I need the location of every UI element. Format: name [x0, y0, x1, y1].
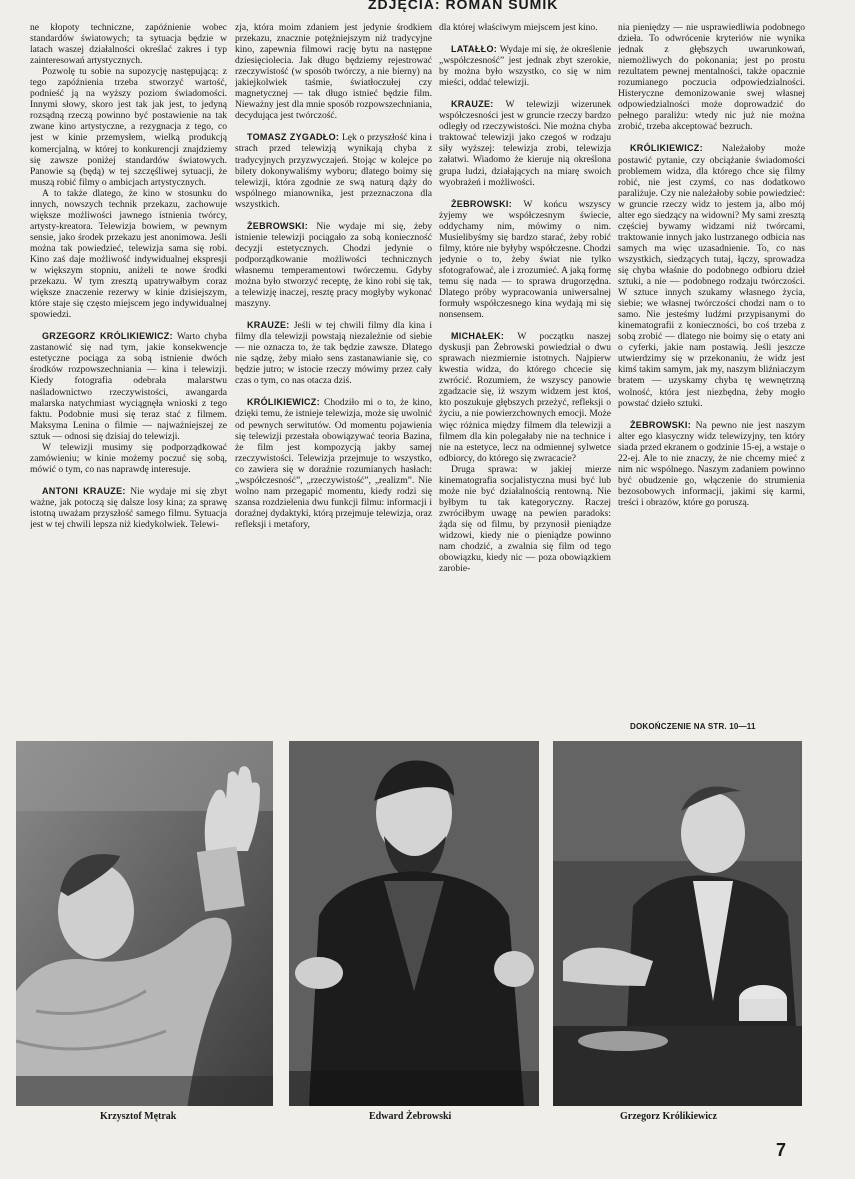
paragraph: zja, która moim zdaniem jest jedynie środkiem przekazu, znacznie potężniejszym niż tradycyjne kino, zapewnia filmowi rację bytu na następne dziesięciolecia. Jak długo będziemy rejestrować rzeczywistość (w sposób twórczy, a nie bierny) na jakiejkolwiek taśmie, światłoczułej czy magnetycznej — tak długo istnieć będzie film. Nieważny jest dla mnie sposób rozpowszechniania, decydująca jest twórczość. [235, 22, 432, 122]
photo-caption: Krzysztof Mętrak [100, 1111, 177, 1122]
continuation-note: DOKOŃCZENIE NA STR. 10—11 [630, 722, 756, 731]
portrait-photo-krolikiewicz [553, 741, 802, 1106]
speaker-name: KRÓLIKIEWICZ: [630, 143, 703, 154]
photo-caption: Grzegorz Królikiewicz [620, 1111, 717, 1122]
paragraph: Nie wydaje mi się, żeby istnienie telewizji pociągało za sobą konieczność decyzji estetycznych. Chodzi jedynie o podporządkowanie możliwości technicznych własnemu temperamentowi twórczemu. Gdyby można było stworzyć receptę, że kino robi się tak, a telewizję inaczej, resztę pracy mogłyby wykonać maszyny. [235, 220, 432, 310]
speaker-name: ŻEBROWSKI: [630, 419, 691, 430]
speaker-name: GRZEGORZ KRÓLIKIEWICZ: [42, 331, 173, 342]
paragraph: A to także dlatego, że kino w stosunku do innych, nowszych technik przekazu, zachowuje większe możliwości jawnego istnienia twórcy, artysty-kreatora. Telewizja bowiem, w pewnym sensie, jako środek przekazu jest anonimowa. Jeśli można tak powiedzieć, telewizja sama się robi. Kino zaś daje możliwość indywidualnej ekspresji w większym stopniu, aniżeli te nowe środki przekazu. W tym zresztą upatrywałbym coraz większe znaczenie rezerwy w kinie dzisiejszym, które staje się często miejscem jego indywidualnej spowiedzi. [30, 187, 227, 321]
speaker-name: TOMASZ ZYGADŁO: [247, 132, 340, 143]
speaker-name: KRÓLIKIEWICZ: [247, 397, 320, 408]
paragraph: W telewizji musimy się podporządkować zamówieniu; w kinie możemy poczuć się sobą, mówić o tym, co nas naprawdę interesuje. [30, 441, 227, 475]
paragraph: Lęk o przyszłość kina i strach przed telewizją wynikają chyba z tradycyjnych przyzwyczajeń. Stojąc w kolejce po bilety dokonywaliśmy wyboru; dlatego boimy się telewizji, która zgodnie ze swą naturą dąży do wspólnego mianownika, jest przeznaczona dla wszystkich. [235, 132, 432, 210]
speaker-name: MICHAŁEK: [451, 331, 505, 342]
paragraph: Druga sprawa: w jakiej mierze kinematografia socjalistyczna musi być lub może nie być działalnością rentowną. Nie byłbym tu tak kategoryczny. Raczej zwróciłbym uwagę na pewien paradoks: żąda się od filmu, by przynosił pieniądze widzowi, kiedy nie o pieniądze powinno nam chodzić, a zwalnia się film od tego obowiązku, kiedy nic — poza obowiązkiem zarobie- [439, 463, 611, 575]
paragraph: Pozwolę tu sobie na supozycję następującą: z tego zapóźnienia trzeba stworzyć wartość, podnieść ją na wyższy poziom świadomości. Innymi słowy, skoro jest tak jak jest, to jedyną rozsądną rzeczą powinno być postawienie na tak zwane kino artystyczne, a rezygnacja z tego, co jest w kinie przemysłem, wielką produkcją komercjalną, w której to konkurencji znajdziemy się zawsze poniżej standardów światowych. Panowie są (będą) w tej szczęśliwej sytuacji, że muszą robić filmy o ambicjach artystycznych. [30, 66, 227, 188]
photo-caption: Edward Żebrowski [369, 1111, 452, 1122]
speaker-name: ŻEBROWSKI: [451, 198, 512, 209]
paragraph: Na pewno nie jest naszym alter ego klasyczny widz telewizyjny, ten który siada przed ekranem o godzinie 15-ej, a wstaje o 22-ej. Ale to nie znaczy, że nie chcemy mieć z nim nic wspólnego. Naszym zadaniem powinno być obudzenie go, włączenie do strumienia bezosobowych informacji, jakimi się karmi, treści i obrazów, które go poruszą. [618, 419, 805, 508]
speaker-name: LATAŁŁO: [451, 44, 498, 55]
speaker-name: ŻEBROWSKI: [247, 220, 308, 231]
text-column-4 [618, 22, 805, 734]
text-column-3 [439, 22, 611, 734]
portrait-photo-zebrowski [289, 741, 539, 1106]
paragraph: W telewizji wizerunek współczesności jest w gruncie rzeczy bardzo odległy od rzeczywistości. Nie można chyba traktować telewizji jako czegoś w rodzaju siły wyższej: telewizja zrobi, telewizja załatwi. Wiadomo że kieruje nią określona grupa ludzi, działających na miarę swoich wyobrażeń i możliwości. [439, 99, 611, 188]
paragraph: ne kłopoty techniczne, zapóźnienie wobec standardów światowych; ta sytuacja będzie w latach waszej działalności określać zakres i typ zainteresowań artystycznych. [30, 22, 227, 67]
page-header [0, 0, 855, 12]
paragraph: dla której właściwym miejscem jest kino. [439, 22, 598, 33]
speaker-name: KRAUZE: [451, 99, 494, 110]
paragraph: Jeśli w tej chwili filmy dla kina i filmy dla telewizji powstają niezależnie od siebie — nie oznacza to, że tak będzie zawsze. Dlatego nie sądzę, żeby miało sens zastanawianie się, co będzie jutro; w istocie rzeczy mówimy przez cały czas o tym, co nas otacza dziś. [235, 320, 432, 387]
speaker-name: ANTONI KRAUZE: [42, 485, 126, 496]
paragraph: Nie wydaje mi się zbyt ważne, jak potoczą się dalsze losy kina; za sprawę istotną uważam przyszłość samego filmu. Sytuacja jest w tej chwili lepsza niż kiedykolwiek. Telewi- [30, 485, 227, 531]
paragraph: Chodziło mi o to, że kino, dzięki temu, że istnieje telewizja, może się uwolnić od pewnych serwitutów. Od momentu pojawienia się telewizji przestała obowiązywać teoria Bazina, że film jest kompozycją jakby samej rzeczywistości. Telewizja przejmuje to wszystko, co zawiera się w doraźnie rozumianych hasłach: „współczesność”, „rzeczywistość”, „realizm”. Nie wolno nam przegapić momentu, kiedy rodzi się szansa rozdzielenia dwu funkcji filmu: informacji i doraźnej dydaktyki, którą przejmuje telewizja, oraz refleksji i metafory, [235, 397, 432, 530]
speaker-name: KRAUZE: [247, 320, 290, 331]
paragraph: Wydaje mi się, że określenie „współczesność” jest jednak zbyt szerokie, by można było wszystko, co się w nim mieści, oddać telewizji. [439, 44, 611, 89]
paragraph: W początku naszej dyskusji pan Żebrowski powiedział o dwu sprawach niezmiernie istotnych. Najpierw kwestia widza, do którego chcecie się zwrócić. Rozumiem, że wszyscy panowie zgadzacie się, iż wszym widzem jest ktoś, kto poszukuje głębszych przeżyć, refleksji o życiu, a nie powierzchownych emocji. Może więc różnica między filmem dla telewizji a filmem dla kin polegałaby nie na technice i nie na estetyce, lecz na odmiennej sylwetce odbiorcy, do którego się zwracacie? [439, 331, 611, 464]
text-column-2 [235, 22, 432, 734]
paragraph: W końcu wszyscy żyjemy we współczesnym świecie, oddychamy nim, mówimy o nim. Musielibyśmy się bardzo starać, żeby robić filmy, które nie byłyby współczesne. Chodzi jedynie o to, żeby świat nie tylko sfotografować, ale i zrozumieć. A jaką formę temu się nada — to sprawa drugorzędna. Dlatego próby wypracowania uniwersalnej formuły współczesnego kina wydają mi się nonsensem. [439, 198, 611, 321]
paragraph: Należałoby może postawić pytanie, czy obciążanie świadomości problemem widza, dla którego chce się filmy robić, nie jest czymś, co nas dodatkowo paraliżuje. Czy nie należałoby sobie powiedzieć: w gruncie rzeczy widz to jestem ja, albo mój alter ego siedzący na widowni? My sami zresztą częściej bywamy widzami niż twórcami, traktowanie innych jako lustrzanego odbicia nas samych ma więc uzasadnienie. To, co nas wszystkich, siedzących tutaj, łączy, sprowadza się chyba właśnie do podobnego odbioru dzieł sztuki, a nie — podobnego rodzaju twórczości. W sztuce innych szukamy własnego życia, siebie; we własnej twórczości chodzi nam o to samo. Nie jesteśmy ludźmi przypisanymi do kinematografii z konieczności, bo coś trzeba z sobą zrobić — dlatego nie boimy się o etaty ani o cyferki, jakie nam postawią. Jeśli jeszcze utwierdzimy się w przekonaniu, że widz jest kimś takim samym, jak my, naszym bliźniaczym bratem — uzyskamy chyba tę wewnętrzną wolność, która jest niezbędna, żeby mogło powstać dzieło sztuki. [618, 143, 805, 409]
text-column-1 [30, 22, 227, 734]
paragraph: nia pieniędzy — nie usprawiedliwia podobnego dzieła. To odwrócenie kryteriów nie wynika jednak z głębszych uwarunkowań, niemożliwych do pokonania; jest po prostu rezultatem pewnej mentalności, także opacznie rozumianego poczucia odpowiedzialności. Histeryczne demonizowanie swej własnej odpowiedzialności może doprowadzić do pełnego paraliżu: wtedy nic już nie można zrobić, trzeba akceptować bezruch. [618, 22, 805, 133]
page-number: 7 [776, 1140, 787, 1160]
photo-credit: ZDJĘCIA: ROMAN SUMIK [368, 0, 559, 12]
portrait-photo-metrak [16, 741, 273, 1106]
paragraph: Warto chyba zastanowić się nad tym, jakie konsekwencje estetyczne pociąga za sobą istnienie dwóch środków rozpowszechniania — kina i telewizji. Kiedy fotografia odebrała malarstwu naśladownictwo rzeczywistości, awangarda malarska natychmiast wyciągnęła wnioski z tego faktu. Podobnie musi się teraz stać z filmem. Maksyma Lenina o filmie — najważniejszej ze sztuk — odnosi się dzisiaj do telewizji. [30, 331, 227, 442]
